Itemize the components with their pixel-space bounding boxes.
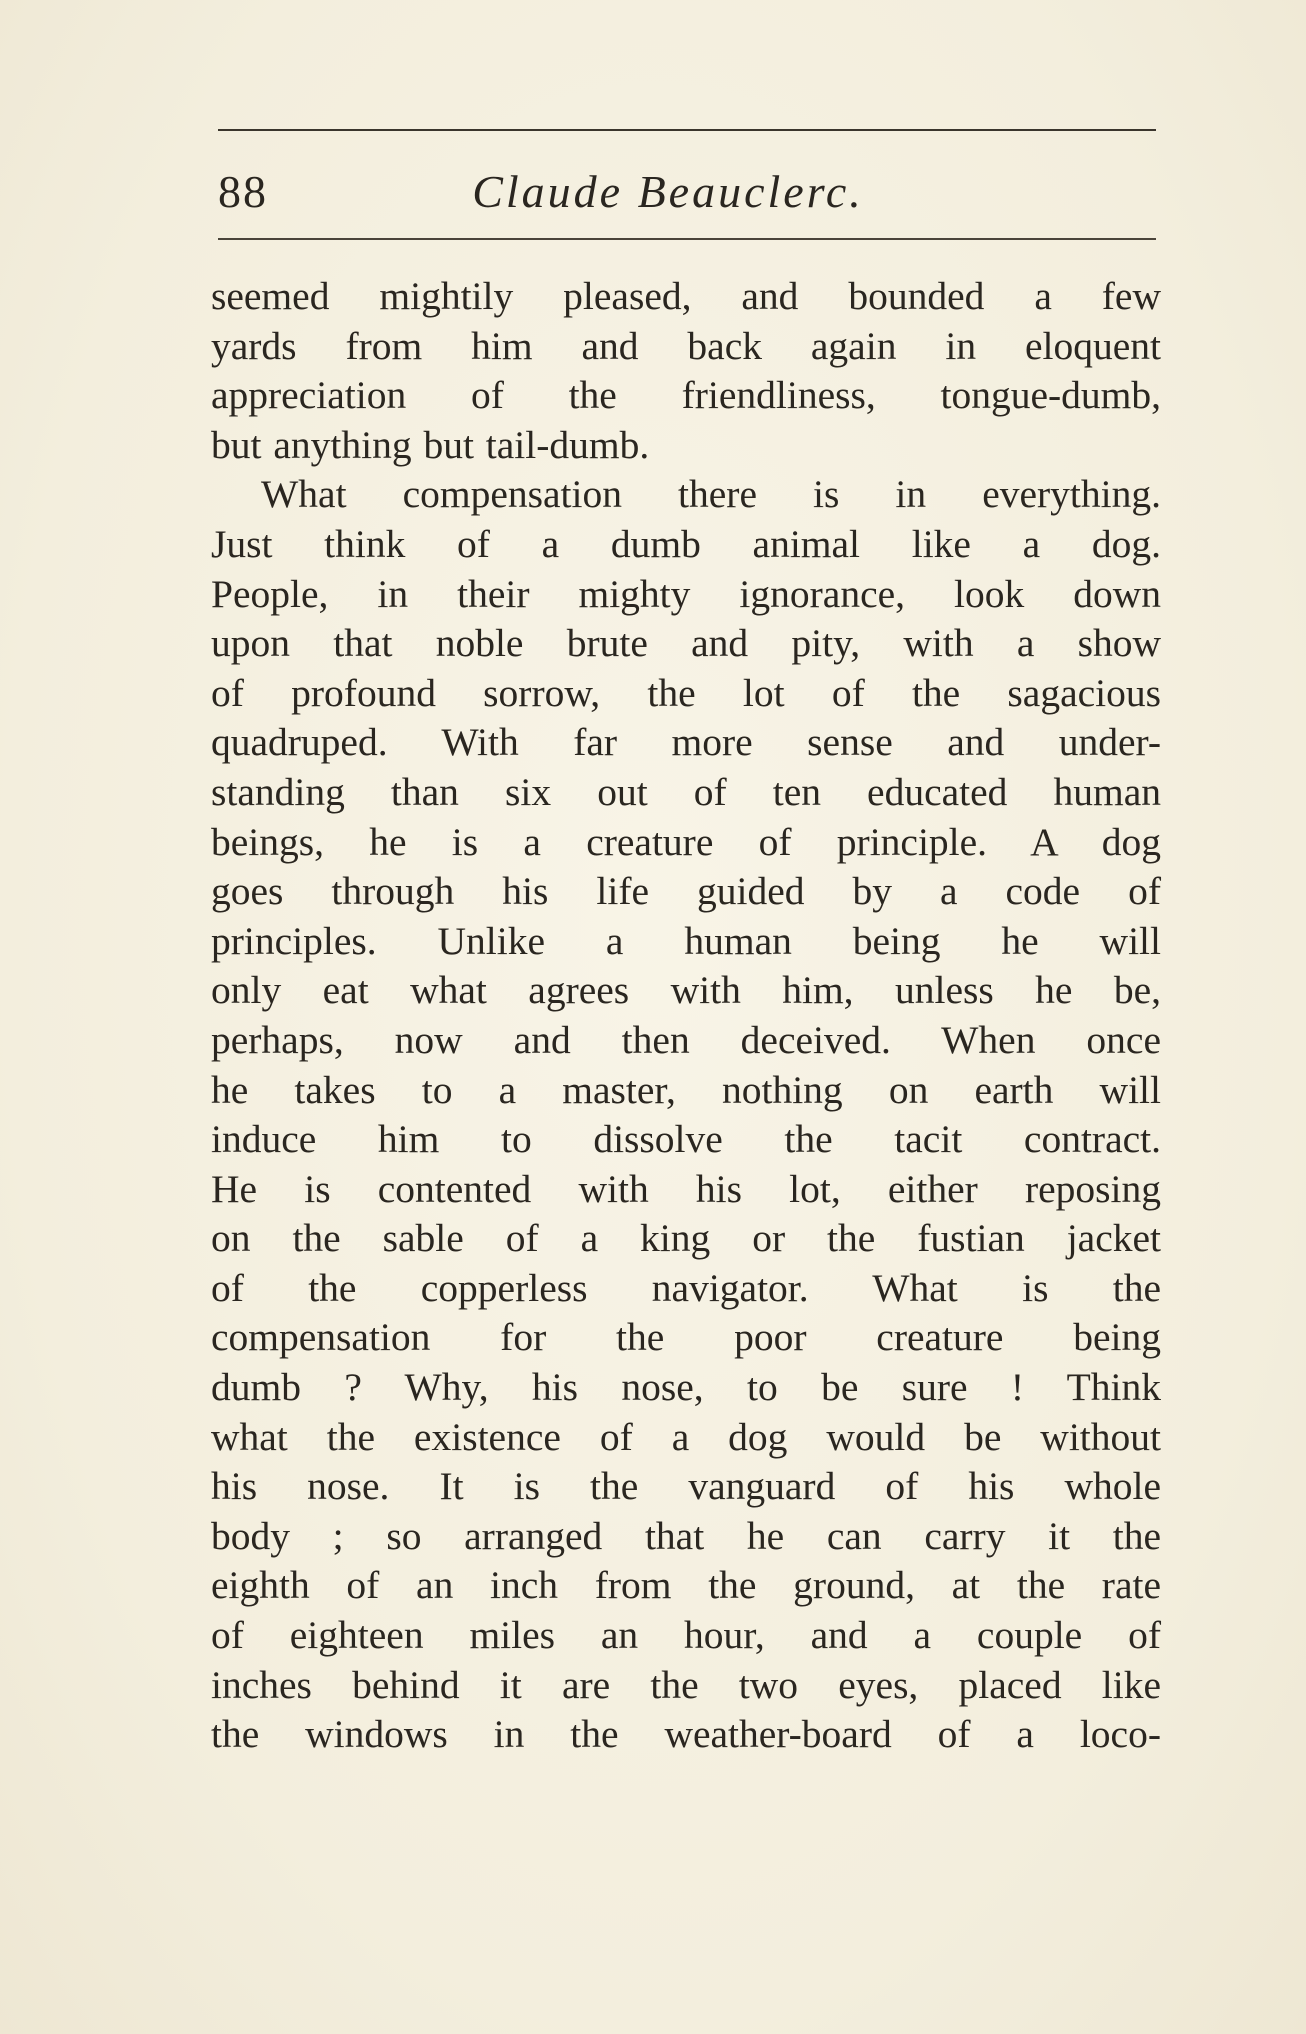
text-line: but anything but tail-dumb.	[211, 422, 650, 467]
text-line: yards from him and back again in eloquent	[211, 323, 1161, 368]
text-line: compensation for the poor creature being	[211, 1315, 1161, 1360]
text-line: the windows in the weather-board of a loco-	[211, 1712, 1161, 1757]
text-line: Just think of a dumb animal like a dog.	[211, 521, 1161, 566]
body-text	[211, 272, 1161, 1760]
text-line: of eighteen miles an hour, and a couple of	[211, 1613, 1161, 1658]
text-line: People, in their mighty ignorance, look down	[211, 571, 1161, 616]
header-top-rule	[218, 129, 1156, 131]
text-line: body ; so arranged that he can carry it the	[211, 1513, 1161, 1558]
text-line: only eat what agrees with him, unless he be,	[211, 968, 1161, 1013]
header-bottom-rule	[218, 238, 1156, 240]
text-line: goes through his life guided by a code of	[211, 869, 1161, 914]
text-line: what the existence of a dog would be without	[211, 1414, 1161, 1459]
text-line: quadruped. With far more sense and under-	[211, 720, 1161, 765]
text-line: eighth of an inch from the ground, at the rate	[211, 1563, 1161, 1608]
text-line: He is contented with his lot, either reposing	[211, 1166, 1161, 1211]
text-line: he takes to a master, nothing on earth will	[211, 1067, 1161, 1112]
text-line: beings, he is a creature of principle. A dog	[211, 819, 1161, 864]
text-line: standing than six out of ten educated human	[211, 769, 1161, 814]
text-line: his nose. It is the vanguard of his whole	[211, 1464, 1161, 1509]
text-line: induce him to dissolve the tacit contract.	[211, 1117, 1161, 1162]
text-line: upon that noble brute and pity, with a show	[211, 621, 1161, 666]
text-line: perhaps, now and then deceived. When once	[211, 1017, 1161, 1062]
page-number: 88	[218, 166, 268, 217]
text-line: seemed mightily pleased, and bounded a few	[211, 274, 1161, 318]
paragraph-start-line: What compensation there is in everything.	[261, 472, 1161, 517]
running-title: Claude Beauclerc.	[472, 166, 864, 217]
text-line: of the copperless navigator. What is the	[211, 1265, 1161, 1310]
text-line: dumb ? Why, his nose, to be sure ! Think	[211, 1365, 1161, 1410]
text-line: on the sable of a king or the fustian jacket	[211, 1216, 1161, 1261]
text-line: appreciation of the friendliness, tongue-dumb,	[211, 373, 1161, 418]
text-line: inches behind it are the two eyes, placed like	[211, 1662, 1161, 1707]
text-line: principles. Unlike a human being he will	[211, 918, 1161, 963]
text-line: of profound sorrow, the lot of the sagacious	[211, 670, 1161, 715]
